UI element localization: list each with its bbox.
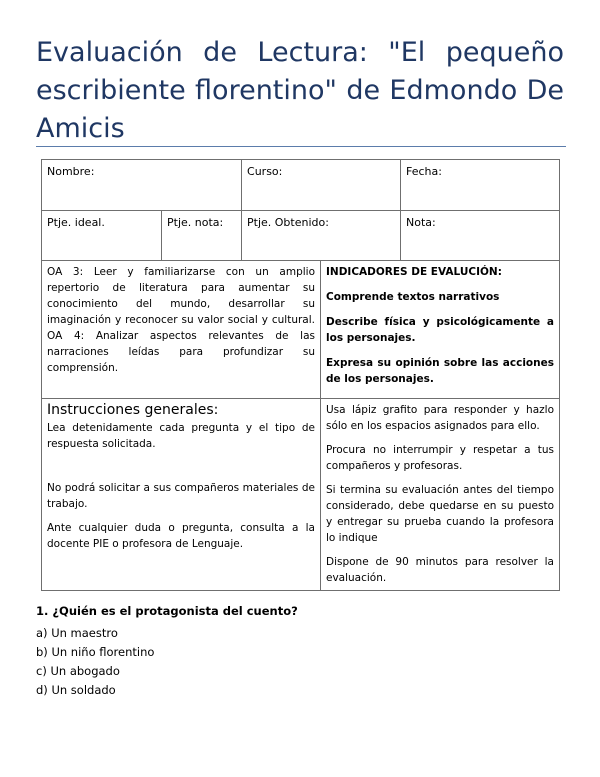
instruction-item: Lea detenidamente cada pregunta y el tipo de respuesta solicitada. xyxy=(47,422,315,450)
objectives-cell xyxy=(42,261,321,399)
learning-objectives: OA 3: Leer y familiarizarse con un amplio repertorio de literatura para aumentar su conocimiento del mundo, desarrollar su imaginación y reconocer su valor social y cultural. OA 4: Analizar aspectos relevantes de las narraciones leídas para profundizar su comprensión. xyxy=(47,266,315,374)
course-label: Curso: xyxy=(247,165,283,178)
instruction-item: No podrá solicitar a sus compañeros materiales de trabajo. xyxy=(47,482,315,510)
question-1 xyxy=(36,603,298,700)
answer-option-c[interactable]: c) Un abogado xyxy=(36,664,120,678)
grade-score-cell[interactable] xyxy=(162,211,242,261)
grade-score-label: Ptje. nota: xyxy=(167,216,224,229)
instructions-right-cell xyxy=(321,399,560,591)
obtained-score-label: Ptje. Obtenido: xyxy=(247,216,329,229)
student-info-table xyxy=(41,159,560,261)
instruction-item: Ante cualquier duda o pregunta, consulta a la docente PIE o profesora de Lenguaje. xyxy=(47,522,315,550)
date-cell[interactable] xyxy=(401,160,560,211)
name-label: Nombre: xyxy=(47,165,95,178)
question-text: 1. ¿Quién es el protagonista del cuento? xyxy=(36,604,298,618)
indicator-item: Describe física y psicológicamente a los personajes. xyxy=(326,316,554,344)
document-title: Evaluación de Lectura: "El pequeño escribiente florentino" de Edmondo De Amicis xyxy=(36,37,564,144)
indicator-item: Expresa su opinión sobre las acciones de los personajes. xyxy=(326,357,554,385)
course-cell[interactable] xyxy=(242,160,401,211)
answer-option-d[interactable]: d) Un soldado xyxy=(36,683,116,697)
obtained-score-cell[interactable] xyxy=(242,211,401,261)
indicators-heading: INDICADORES DE EVALUCIÓN: xyxy=(326,266,502,278)
evaluation-details-table xyxy=(41,260,560,591)
answer-option-a[interactable]: a) Un maestro xyxy=(36,626,118,640)
ideal-score-label: Ptje. ideal. xyxy=(47,216,105,229)
ideal-score-cell[interactable] xyxy=(42,211,162,261)
grade-label: Nota: xyxy=(406,216,436,229)
instruction-item: Dispone de 90 minutos para resolver la evaluación. xyxy=(326,556,554,584)
title-divider xyxy=(36,146,566,147)
indicators-cell xyxy=(321,261,560,399)
instruction-item: Si termina su evaluación antes del tiempo considerado, debe quedarse en su puesto y entregar su prueba cuando la profesora lo indique xyxy=(326,484,554,544)
name-cell[interactable] xyxy=(42,160,242,211)
date-label: Fecha: xyxy=(406,165,442,178)
instruction-item: Usa lápiz grafito para responder y hazlo sólo en los espacios asignados para ello. xyxy=(326,404,554,432)
answer-option-b[interactable]: b) Un niño florentino xyxy=(36,645,155,659)
instruction-item: Procura no interrumpir y respetar a tus compañeros y profesoras. xyxy=(326,444,554,472)
instructions-heading: Instrucciones generales: xyxy=(47,402,219,418)
indicator-item: Comprende textos narrativos xyxy=(326,291,500,303)
instructions-left-cell xyxy=(42,399,321,591)
grade-cell[interactable] xyxy=(401,211,560,261)
